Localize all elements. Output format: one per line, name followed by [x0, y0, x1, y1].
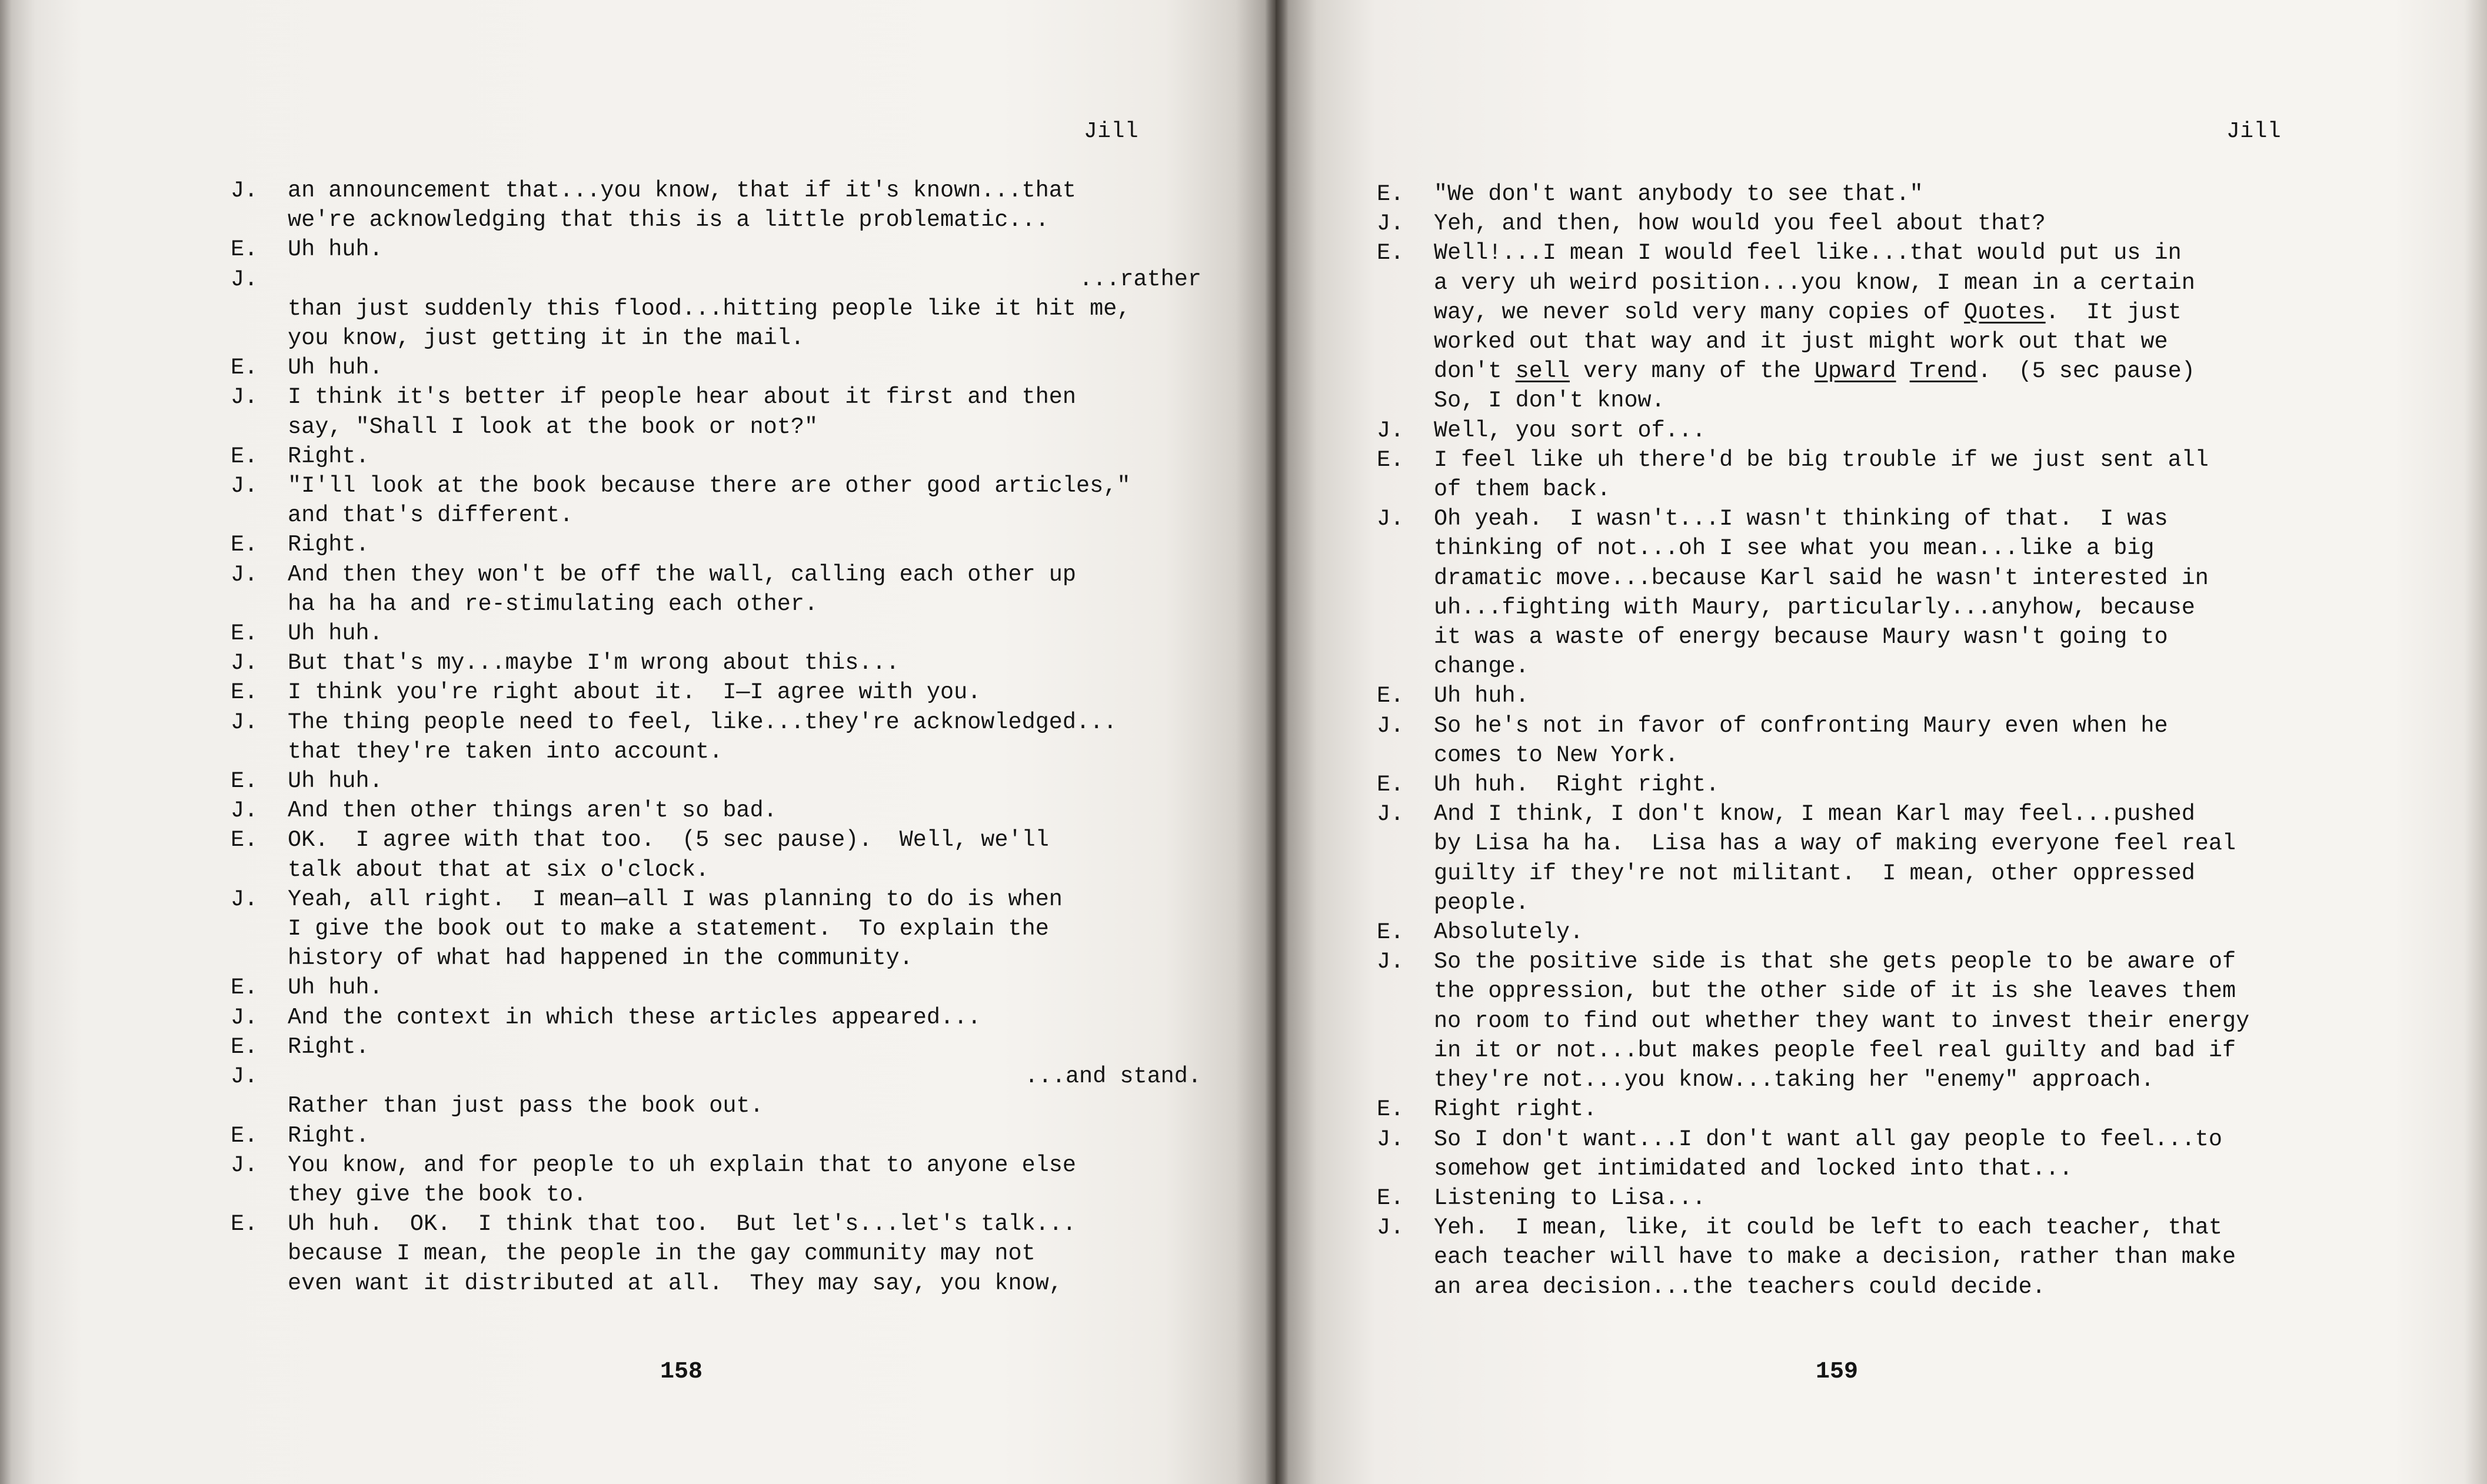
speaker-label: E.: [231, 827, 258, 853]
dialogue-text: So he's not in favor of confronting Maury even when he: [1434, 712, 2168, 739]
dialogue-line: [231, 353, 1201, 382]
speaker-label: E.: [1377, 240, 1404, 266]
speaker-label: [231, 294, 288, 324]
dialogue-line: [231, 1180, 1201, 1209]
dialogue-line: [231, 943, 1201, 973]
dialogue-text: say, "Shall I look at the book or not?": [288, 413, 818, 440]
speaker-label: [1377, 1006, 1434, 1036]
speaker-label: J.: [231, 561, 258, 588]
speaker-label: [1377, 1065, 1434, 1095]
dialogue-line: [231, 324, 1201, 353]
speaker-label: J.: [231, 266, 258, 292]
speaker-label: J.: [1377, 506, 1404, 532]
dialogue-line: [231, 648, 1201, 678]
speaker-label: [1377, 622, 1434, 652]
dialogue-line: [231, 1091, 1201, 1120]
dialogue-text: uh...fighting with Maury, particularly...anyhow, because: [1434, 594, 2195, 621]
dialogue-text: Uh huh. OK. I think that too. But let's...let's talk...: [288, 1211, 1077, 1238]
dialogue-text: they're not...you know...taking her "enemy" approach.: [1434, 1067, 2155, 1093]
speaker-label: J.: [1377, 712, 1404, 739]
dialogue-line: [1377, 475, 2424, 504]
underlined-term: Trend: [1909, 358, 1978, 385]
speaker-label: [231, 943, 288, 973]
dialogue-line: [1377, 652, 2424, 681]
dialogue-line: [231, 530, 1201, 559]
speaker-label: [1377, 1154, 1434, 1183]
dialogue-text: way, we never sold very many copies of Quotes. It just: [1434, 299, 2182, 325]
dialogue-line: [1377, 356, 2424, 386]
dialogue-text: you know, just getting it in the mail.: [288, 325, 804, 352]
speaker-label: [1377, 652, 1434, 681]
page-number: 159: [1816, 1359, 1859, 1385]
dialogue-text: Well!...I mean I would feel like...that would put us in: [1434, 240, 2182, 266]
dialogue-text: I feel like uh there'd be big trouble if we just sent all: [1434, 446, 2209, 473]
dialogue-text: we're acknowledging that this is a little problematic...: [288, 207, 1049, 234]
dialogue-text: Right right.: [1434, 1096, 1597, 1123]
speaker-label: [231, 501, 288, 530]
dialogue-text: Yeh. I mean, like, it could be left to each teacher, that: [1434, 1215, 2223, 1241]
dialogue-line: [1377, 298, 2424, 327]
dialogue-text: it was a waste of energy because Maury wasn't going to: [1434, 624, 2168, 651]
dialogue-text: a very uh weird position...you know, I mean in a certain: [1434, 269, 2195, 296]
speaker-label: [231, 1180, 288, 1209]
speaker-label: J.: [231, 650, 258, 676]
speaker-label: E.: [231, 1211, 258, 1238]
speaker-label: [1377, 356, 1434, 386]
speaker-label: J.: [231, 1152, 258, 1178]
dialogue-text: ha ha ha and re-stimulating each other.: [288, 591, 818, 617]
dialogue-line: [1377, 622, 2424, 652]
dialogue-line: [231, 737, 1201, 766]
speaker-label: [1377, 593, 1434, 622]
speaker-label: [1377, 327, 1434, 356]
dialogue-text: of them back.: [1434, 476, 1611, 503]
dialogue-line: [1377, 1272, 2424, 1302]
dialogue-line: [1377, 976, 2424, 1006]
dialogue-text: Absolutely.: [1434, 919, 1584, 946]
dialogue-line: [231, 914, 1201, 943]
dialogue-line: [1377, 327, 2424, 356]
speaker-label: E.: [231, 355, 258, 381]
dialogue-text: Yeh, and then, how would you feel about that?: [1434, 211, 2046, 237]
dialogue-line: [1377, 238, 2424, 268]
dialogue-line: [1377, 947, 2424, 976]
speaker-label: [1377, 888, 1434, 918]
speaker-label: J.: [231, 709, 258, 735]
dialogue-line: [1377, 563, 2424, 593]
dialogue-line: [231, 796, 1201, 825]
book-gutter: [1265, 0, 1289, 1484]
dialogue-text: guilty if they're not militant. I mean, other oppressed: [1434, 860, 2195, 886]
speaker-label: E.: [231, 975, 258, 1001]
dialogue-text: Uh huh.: [288, 621, 383, 647]
dialogue-line: [1377, 711, 2424, 741]
dialogue-text: Right.: [288, 1122, 369, 1149]
dialogue-line: [231, 825, 1201, 855]
speaker-label: J.: [231, 886, 258, 912]
speaker-label: [1377, 533, 1434, 563]
speaker-label: [231, 1239, 288, 1268]
dialogue-line: [1377, 179, 2424, 209]
dialogue-text: I think it's better if people hear about it first and then: [288, 384, 1077, 411]
running-head: Jill: [2226, 119, 2282, 144]
dialogue-text: thinking of not...oh I see what you mean...like a big: [1434, 535, 2155, 562]
dialogue-text: even want it distributed at all. They may say, you know,: [288, 1270, 1063, 1296]
dialogue-text: OK. I agree with that too. (5 sec pause). Well, we'll: [288, 827, 1049, 853]
page-number: 158: [660, 1359, 703, 1385]
speaker-label: [231, 855, 288, 885]
dialogue-line: [1377, 416, 2424, 445]
dialogue-line: [231, 885, 1201, 914]
underlined-term: Upward: [1814, 358, 1896, 385]
speaker-label: E.: [1377, 446, 1404, 473]
dialogue-text: history of what had happened in the community.: [288, 945, 913, 972]
dialogue-text: Uh huh.: [288, 355, 383, 381]
speaker-label: E.: [231, 443, 258, 469]
speaker-label: E.: [231, 621, 258, 647]
dialogue-line: [1377, 386, 2424, 415]
dialogue-text: that they're taken into account.: [288, 738, 723, 765]
dialogue-line: [231, 176, 1201, 205]
dialogue-line: [231, 1239, 1201, 1268]
dialogue-text: Right.: [288, 443, 369, 469]
dialogue-line: [1377, 888, 2424, 918]
dialogue-text: Uh huh. Right right.: [1434, 772, 1720, 798]
dialogue-text: by Lisa ha ha. Lisa has a way of making everyone feel real: [1434, 831, 2236, 857]
dialogue-line: [1377, 268, 2424, 298]
dialogue-line: [231, 235, 1201, 264]
dialogue-text: ...rather: [1079, 266, 1201, 292]
dialogue-line: [231, 1121, 1201, 1150]
dialogue-line: [1377, 859, 2424, 888]
dialogue-text: So, I don't know.: [1434, 388, 1665, 414]
speaker-label: E.: [1377, 772, 1404, 798]
dialogue-text: Uh huh.: [1434, 683, 1529, 709]
speaker-label: J.: [1377, 1126, 1404, 1152]
dialogue-line: [231, 619, 1201, 648]
dialogue-text: worked out that way and it just might work out that we: [1434, 329, 2168, 355]
dialogue-text: change.: [1434, 653, 1529, 680]
dialogue-text: ...and stand.: [1024, 1063, 1201, 1090]
dialogue-text: comes to New York.: [1434, 742, 1679, 768]
speaker-label: J.: [1377, 801, 1404, 828]
dialogue-text: Uh huh.: [288, 975, 383, 1001]
dialogue-text: Right.: [288, 1033, 369, 1060]
dialogue-line: [231, 855, 1201, 885]
dialogue-line: [1377, 1095, 2424, 1124]
dialogue-text: You know, and for people to uh explain that to anyone else: [288, 1152, 1077, 1178]
dialogue-line: [231, 294, 1201, 324]
dialogue-text: an area decision...the teachers could decide.: [1434, 1273, 2046, 1300]
speaker-label: [231, 324, 288, 353]
speaker-label: E.: [231, 532, 258, 558]
speaker-label: J.: [1377, 1215, 1404, 1241]
dialogue-text: "I'll look at the book because there are other good articles,": [288, 473, 1131, 499]
dialogue-text: I think you're right about it. I—I agree with you.: [288, 679, 981, 706]
speaker-label: [1377, 386, 1434, 415]
speaker-label: [1377, 563, 1434, 593]
speaker-label: J.: [231, 473, 258, 499]
speaker-label: J.: [231, 384, 258, 411]
speaker-label: E.: [1377, 1096, 1404, 1123]
dialogue-line: [1377, 1213, 2424, 1242]
underlined-term: sell: [1515, 358, 1570, 385]
dialogue-line: [231, 1003, 1201, 1032]
dialogue-line: [1377, 593, 2424, 622]
speaker-label: [231, 1091, 288, 1120]
speaker-label: J.: [1377, 417, 1404, 443]
dialogue-line: [231, 382, 1201, 412]
dialogue-text: I give the book out to make a statement. To explain the: [288, 916, 1049, 942]
dialogue-line: [231, 205, 1201, 235]
dialogue-line: [231, 1209, 1201, 1239]
dialogue-line: [1377, 209, 2424, 238]
dialogue-line: [1377, 770, 2424, 799]
dialogue-line: [1377, 799, 2424, 829]
dialogue-text: in it or not...but makes people feel real guilty and bad if: [1434, 1037, 2236, 1063]
dialogue-text: And the context in which these articles appeared...: [288, 1004, 981, 1031]
dialogue-text: no room to find out whether they want to invest their energy: [1434, 1008, 2250, 1034]
dialogue-text: Yeah, all right. I mean—all I was planning to do is when: [288, 886, 1063, 912]
dialogue-text: So I don't want...I don't want all gay people to feel...to: [1434, 1126, 2223, 1152]
dialogue-line: [1377, 1183, 2424, 1213]
dialogue-text: But that's my...maybe I'm wrong about this...: [288, 650, 900, 676]
dialogue-line: [1377, 681, 2424, 711]
dialogue-line: [231, 589, 1201, 619]
dialogue-line: [231, 1032, 1201, 1062]
speaker-label: [231, 412, 288, 442]
dialogue-block: [231, 176, 1201, 1298]
dialogue-text: "We don't want anybody to see that.": [1434, 181, 1923, 207]
dialogue-text: And I think, I don't know, I mean Karl may feel...pushed: [1434, 801, 2195, 828]
dialogue-line: [231, 412, 1201, 442]
speaker-label: E.: [1377, 1185, 1404, 1211]
speaker-label: J.: [231, 798, 258, 824]
dialogue-line: [1377, 445, 2424, 475]
speaker-label: J.: [231, 1063, 258, 1090]
speaker-label: E.: [1377, 683, 1404, 709]
dialogue-line: [231, 708, 1201, 737]
dialogue-text: an announcement that...you know, that if it's known...that: [288, 178, 1077, 204]
speaker-label: J.: [231, 1004, 258, 1031]
speaker-label: J.: [1377, 949, 1404, 975]
speaker-label: [231, 1269, 288, 1298]
dialogue-line: [231, 973, 1201, 1002]
dialogue-line: [231, 766, 1201, 796]
dialogue-text: Uh huh.: [288, 236, 383, 263]
dialogue-line: [231, 471, 1201, 501]
dialogue-text: don't sell very many of the Upward Trend. (5 sec pause): [1434, 358, 2195, 385]
dialogue-text: Uh huh.: [288, 768, 383, 795]
dialogue-line: [1377, 829, 2424, 858]
dialogue-line: [1377, 1006, 2424, 1036]
dialogue-text: somehow get intimidated and locked into that...: [1434, 1155, 2073, 1182]
dialogue-line: [1377, 918, 2424, 947]
speaker-label: E.: [231, 1033, 258, 1060]
speaker-label: [1377, 741, 1434, 770]
dialogue-line: [1377, 1036, 2424, 1065]
speaker-label: E.: [231, 768, 258, 795]
dialogue-line: [231, 265, 1201, 294]
dialogue-line: [1377, 504, 2424, 533]
dialogue-text: Well, you sort of...: [1434, 417, 1706, 443]
speaker-label: J.: [1377, 211, 1404, 237]
dialogue-line: [231, 560, 1201, 589]
dialogue-text: So the positive side is that she gets people to be aware of: [1434, 949, 2236, 975]
dialogue-line: [1377, 1242, 2424, 1272]
dialogue-text: dramatic move...because Karl said he wasn't interested in: [1434, 565, 2209, 591]
speaker-label: E.: [231, 236, 258, 263]
dialogue-line: [231, 678, 1201, 707]
dialogue-text: And then other things aren't so bad.: [288, 798, 777, 824]
speaker-label: E.: [231, 679, 258, 706]
underlined-term: Quotes: [1964, 299, 2046, 325]
dialogue-line: [1377, 533, 2424, 563]
speaker-label: [1377, 976, 1434, 1006]
dialogue-line: [1377, 1154, 2424, 1183]
speaker-label: [231, 737, 288, 766]
dialogue-text: people.: [1434, 889, 1529, 916]
dialogue-text: Oh yeah. I wasn't...I wasn't thinking of that. I was: [1434, 506, 2168, 532]
dialogue-text: The thing people need to feel, like...they're acknowledged...: [288, 709, 1117, 735]
speaker-label: E.: [231, 1122, 258, 1149]
speaker-label: [1377, 475, 1434, 504]
dialogue-line: [231, 1269, 1201, 1298]
dialogue-line: [231, 501, 1201, 530]
speaker-label: [1377, 1242, 1434, 1272]
speaker-label: [231, 205, 288, 235]
speaker-label: [1377, 1272, 1434, 1302]
speaker-label: [1377, 268, 1434, 298]
dialogue-line: [1377, 741, 2424, 770]
dialogue-text: because I mean, the people in the gay community may not: [288, 1240, 1036, 1267]
dialogue-text: Listening to Lisa...: [1434, 1185, 1706, 1211]
dialogue-line: [231, 442, 1201, 471]
dialogue-text: the oppression, but the other side of it is she leaves them: [1434, 978, 2236, 1005]
dialogue-text: talk about that at six o'clock.: [288, 856, 710, 883]
dialogue-text: Rather than just pass the book out.: [288, 1093, 764, 1119]
dialogue-line: [231, 1150, 1201, 1180]
right-page: [1276, 0, 2487, 1484]
speaker-label: J.: [231, 178, 258, 204]
dialogue-text: And then they won't be off the wall, calling each other up: [288, 561, 1077, 588]
speaker-label: E.: [1377, 919, 1404, 946]
dialogue-line: [1377, 1065, 2424, 1095]
speaker-label: [231, 589, 288, 619]
dialogue-text: each teacher will have to make a decision, rather than make: [1434, 1244, 2236, 1270]
dialogue-text: they give the book to.: [288, 1181, 587, 1208]
speaker-label: E.: [1377, 181, 1404, 207]
dialogue-line: [1377, 1125, 2424, 1154]
dialogue-text: Right.: [288, 532, 369, 558]
dialogue-line: [231, 1062, 1201, 1091]
dialogue-text: than just suddenly this flood...hitting people like it hit me,: [288, 295, 1131, 322]
speaker-label: [1377, 1036, 1434, 1065]
speaker-label: [1377, 829, 1434, 858]
speaker-label: [1377, 859, 1434, 888]
dialogue-block: [1377, 179, 2424, 1302]
speaker-label: [231, 914, 288, 943]
running-head: Jill: [1084, 119, 1139, 144]
dialogue-text: and that's different.: [288, 502, 574, 529]
speaker-label: [1377, 298, 1434, 327]
